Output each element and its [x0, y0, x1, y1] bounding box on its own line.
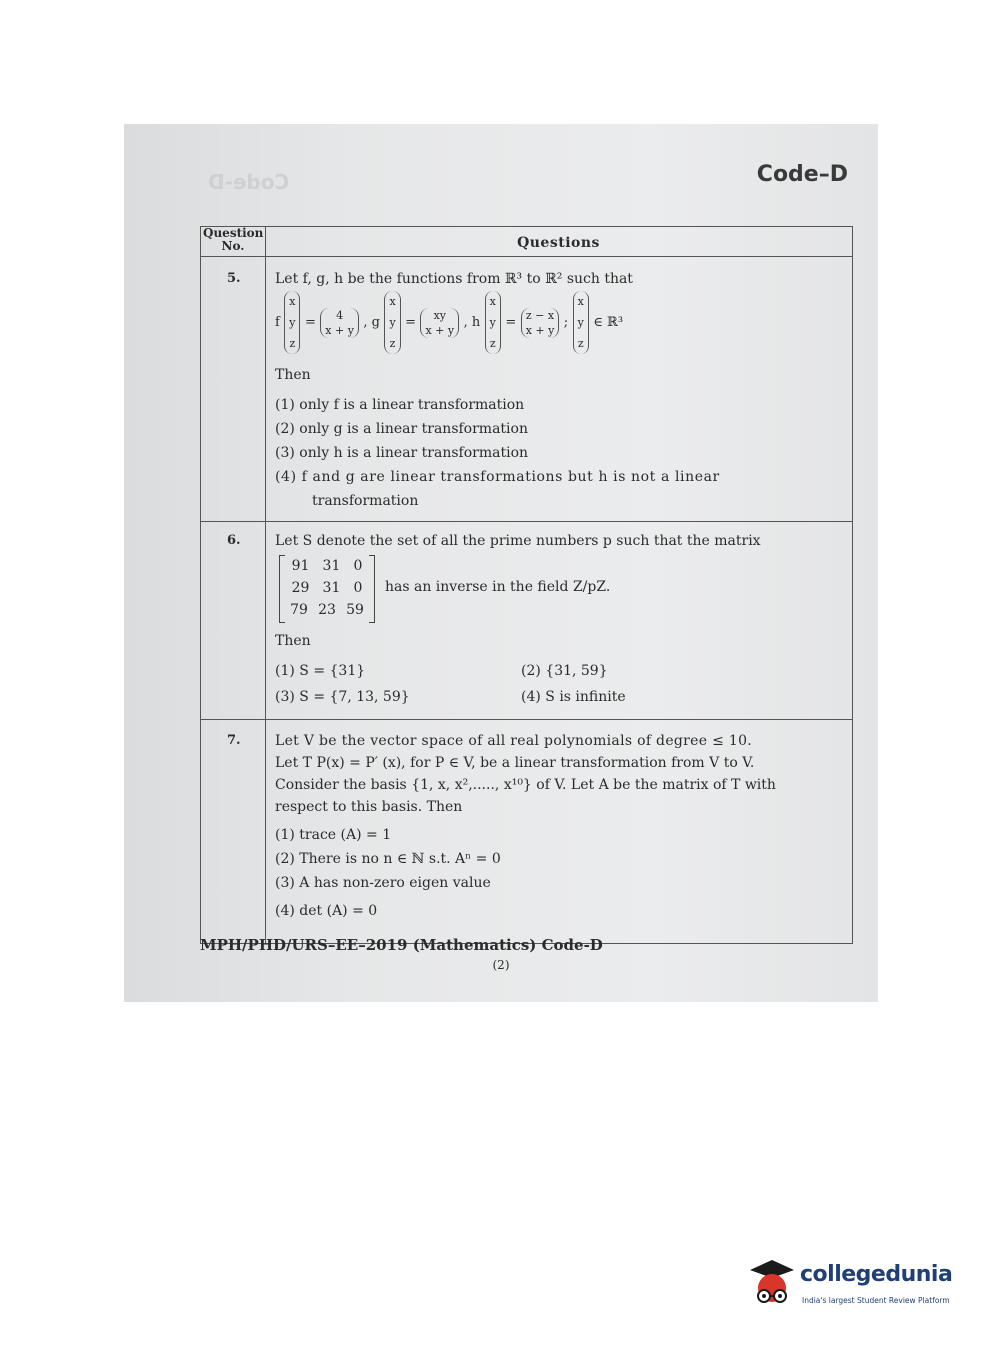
- q5-option-4-cont: transformation: [312, 493, 419, 509]
- q5-domain-vector: x y z: [573, 291, 589, 354]
- q6-stem: Let S denote the set of all the prime numbers p such that the matrix: [275, 533, 761, 549]
- q7-line-2: Let T P(x) = P′ (x), for P ∈ V, be a linear transformation from V to V.: [275, 755, 755, 771]
- q7-option-4: (4) det (A) = 0: [275, 903, 378, 919]
- q5-g-output-vector: xy x + y: [420, 308, 459, 338]
- question-number-7: 7.: [227, 733, 241, 748]
- q7-option-3: (3) A has non-zero eigen value: [275, 875, 491, 891]
- questions-table: [200, 226, 853, 944]
- exam-footer: MPH/PHD/URS–EE–2019 (Mathematics) Code-D: [200, 936, 603, 954]
- q5-then: Then: [275, 367, 311, 383]
- matrix-row: 79 23 59: [290, 602, 364, 618]
- column-divider: [265, 227, 266, 943]
- paper-code: Code–D: [756, 162, 848, 187]
- q7-line-3: Consider the basis {1, x, x²,....., x¹⁰} of V. Let A be the matrix of T with: [275, 777, 776, 793]
- q6-then: Then: [275, 633, 311, 649]
- page-number: (2): [492, 958, 510, 972]
- header-question-no: Question No.: [203, 226, 264, 253]
- q5-h-output-vector: z − x x + y: [521, 308, 560, 338]
- brand-name: collegedunia: [800, 1262, 953, 1287]
- q5-h-input-vector: x y z: [485, 291, 501, 354]
- q5-option-4: (4) f and g are linear transformations but h is not a linear: [275, 469, 720, 485]
- collegedunia-watermark: [746, 1256, 976, 1312]
- header-divider: [201, 256, 852, 257]
- q7-option-2: (2) There is no n ∈ ℕ s.t. Aⁿ = 0: [275, 851, 501, 867]
- row-divider-6-7: [201, 719, 852, 720]
- question-number-5: 5.: [227, 271, 241, 286]
- q6-option-2: (2) {31, 59}: [521, 663, 608, 679]
- q6-after-matrix: has an inverse in the field Z/pZ.: [385, 579, 611, 595]
- q6-option-4: (4) S is infinite: [521, 689, 626, 705]
- q5-f-input-vector: x y z: [284, 291, 300, 354]
- brand-tagline: India's largest Student Review Platform: [802, 1296, 950, 1305]
- q7-line-4: respect to this basis. Then: [275, 799, 463, 815]
- q5-g-input-vector: x y z: [384, 291, 400, 354]
- q5-option-1: (1) only f is a linear transformation: [275, 397, 525, 413]
- matrix-row: 91 31 0: [291, 558, 363, 574]
- matrix-row: 29 31 0: [291, 580, 363, 596]
- q7-line-1: Let V be the vector space of all real polynomials of degree ≤ 10.: [275, 733, 753, 749]
- q6-option-1: (1) S = {31}: [275, 663, 366, 679]
- row-divider-5-6: [201, 521, 852, 522]
- graduate-mascot-icon: [746, 1256, 798, 1312]
- q5-option-3: (3) only h is a linear transformation: [275, 445, 529, 461]
- q5-stem: Let f, g, h be the functions from ℝ³ to ℝ² such that: [275, 271, 633, 287]
- faded-code-mark: Code-D: [208, 170, 290, 194]
- q7-option-1: (1) trace (A) = 1: [275, 827, 392, 843]
- q6-option-3: (3) S = {7, 13, 59}: [275, 689, 410, 705]
- question-number-6: 6.: [227, 533, 241, 548]
- q6-matrix: [279, 555, 375, 623]
- q5-f-output-vector: 4 x + y: [320, 308, 359, 338]
- scanned-page: [124, 124, 878, 1002]
- q5-option-2: (2) only g is a linear transformation: [275, 421, 528, 437]
- q5-formula: f x y z = 4 x + y , g x y z = xy x + y , h x y z = z − x x + y ; x y z ∈ ℝ³: [275, 291, 623, 354]
- header-questions: Questions: [517, 235, 600, 251]
